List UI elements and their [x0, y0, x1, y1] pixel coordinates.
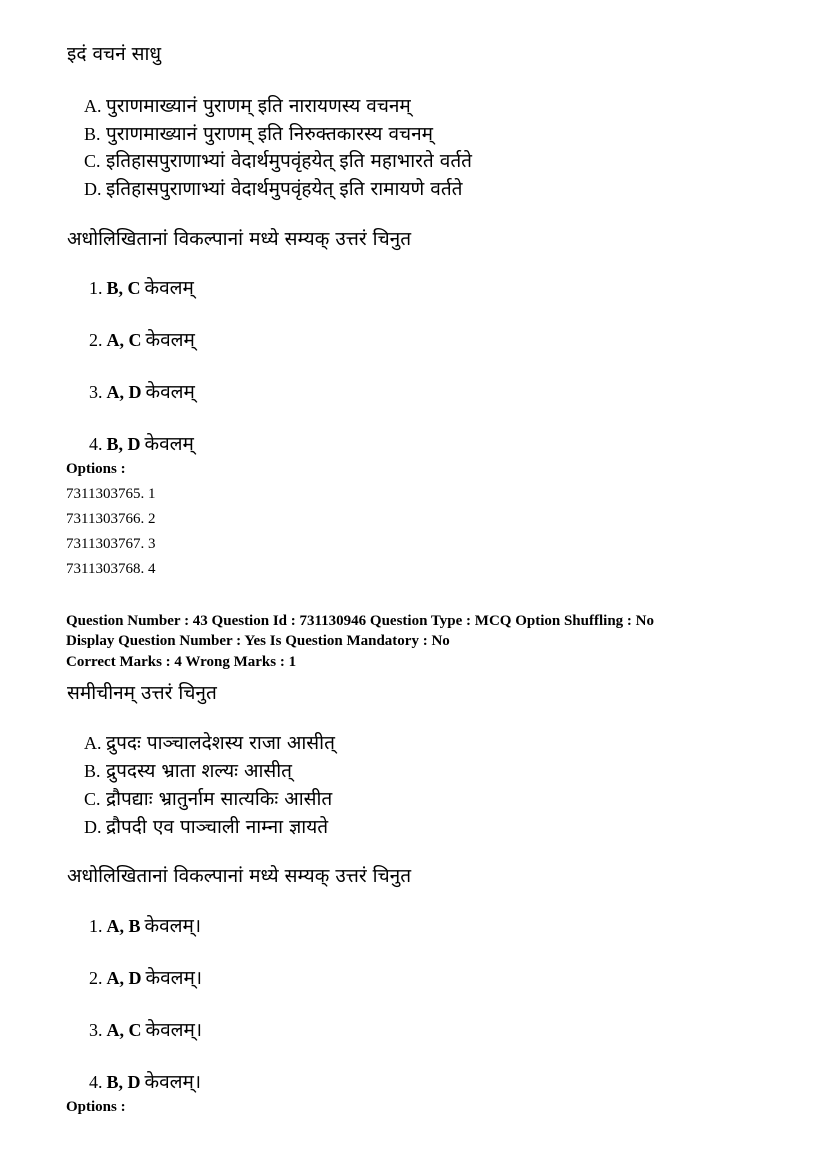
answer-choice-3 — [89, 1016, 202, 1042]
statement-c — [84, 785, 332, 811]
answer-choice-1 — [89, 912, 201, 938]
choice-number: 3. — [89, 1020, 103, 1040]
choice-number: 4. — [89, 434, 103, 454]
answer-choice-2 — [89, 326, 195, 352]
statement-letter: D. — [84, 817, 102, 837]
option-id: 7311303766. 2 — [66, 511, 156, 527]
answer-choice-3 — [89, 378, 195, 404]
statement-text: द्रुपदस्य भ्राता शल्यः आसीत् — [106, 760, 293, 782]
choice-text: केवलम् — [144, 433, 194, 455]
choice-number: 2. — [89, 330, 103, 350]
choice-text: केवलम्। — [144, 1071, 202, 1093]
statement-text: द्रौपद्याः भ्रातुर्नाम सात्यकिः आसीत — [106, 788, 333, 810]
choice-text: केवलम्। — [145, 967, 203, 989]
statement-letter: C. — [84, 151, 101, 171]
instruction-text: अधोलिखितानां विकल्पानां मध्ये सम्यक् उत्तरं चिनुत — [67, 228, 412, 250]
choice-number: 1. — [89, 278, 103, 298]
question-meta-line: Question Number : 43 Question Id : 731130946 Question Type : MCQ Option Shuffling : No — [66, 613, 654, 629]
answer-choice-4 — [89, 1068, 201, 1094]
statement-text: पुराणमाख्यानं पुराणम् इति नारायणस्य वचनम् — [106, 95, 411, 117]
option-id: 7311303768. 4 — [66, 561, 156, 577]
question-stem: समीचीनम् उत्तरं चिनुत — [67, 682, 217, 704]
statement-b — [84, 120, 433, 146]
statement-letter: A. — [84, 96, 102, 116]
choice-letters: A, B — [106, 916, 141, 936]
statement-d — [84, 175, 463, 201]
choice-text: केवलम्। — [144, 915, 202, 937]
instruction-text: अधोलिखितानां विकल्पानां मध्ये सम्यक् उत्तरं चिनुत — [67, 865, 412, 887]
question-meta-line: Correct Marks : 4 Wrong Marks : 1 — [66, 654, 297, 670]
choice-number: 2. — [89, 968, 103, 988]
statement-c — [84, 147, 472, 173]
statement-text: इतिहासपुराणाभ्यां वेदार्थमुपवृंहयेत् इति रामायणे वर्तते — [106, 178, 463, 200]
question-meta-line: Display Question Number : Yes Is Question Mandatory : No — [66, 633, 450, 649]
statement-letter: D. — [84, 179, 102, 199]
statement-text: इतिहासपुराणाभ्यां वेदार्थमुपवृंहयेत् इति महाभारते वर्तते — [106, 150, 473, 172]
statement-b — [84, 757, 292, 783]
choice-letters: A, D — [106, 968, 142, 988]
statement-letter: B. — [84, 761, 101, 781]
choice-letters: A, D — [106, 382, 142, 402]
options-label: Options : — [66, 461, 126, 477]
statement-a — [84, 92, 411, 118]
answer-choice-2 — [89, 964, 202, 990]
statement-letter: C. — [84, 789, 101, 809]
statement-a — [84, 729, 335, 755]
choice-text: केवलम् — [145, 329, 195, 351]
statement-text: द्रौपदी एव पाञ्चाली नाम्ना ज्ञायते — [106, 816, 329, 838]
choice-letters: A, C — [106, 1020, 142, 1040]
choice-number: 1. — [89, 916, 103, 936]
choice-number: 3. — [89, 382, 103, 402]
options-label: Options : — [66, 1099, 126, 1115]
question-stem: इदं वचनं साधु — [67, 43, 162, 65]
choice-letters: B, D — [106, 1072, 141, 1092]
choice-letters: B, D — [106, 434, 141, 454]
choice-text: केवलम् — [145, 381, 195, 403]
choice-letters: B, C — [106, 278, 141, 298]
choice-text: केवलम् — [144, 277, 194, 299]
answer-choice-4 — [89, 430, 194, 456]
answer-choice-1 — [89, 274, 194, 300]
statement-d — [84, 813, 328, 839]
option-id: 7311303765. 1 — [66, 486, 156, 502]
statement-letter: B. — [84, 124, 101, 144]
statement-letter: A. — [84, 733, 102, 753]
statement-text: पुराणमाख्यानं पुराणम् इति निरुक्तकारस्य वचनम् — [106, 123, 434, 145]
statement-text: द्रुपदः पाञ्चालदेशस्य राजा आसीत् — [106, 732, 335, 754]
choice-text: केवलम्। — [145, 1019, 203, 1041]
choice-number: 4. — [89, 1072, 103, 1092]
choice-letters: A, C — [106, 330, 142, 350]
option-id: 7311303767. 3 — [66, 536, 156, 552]
